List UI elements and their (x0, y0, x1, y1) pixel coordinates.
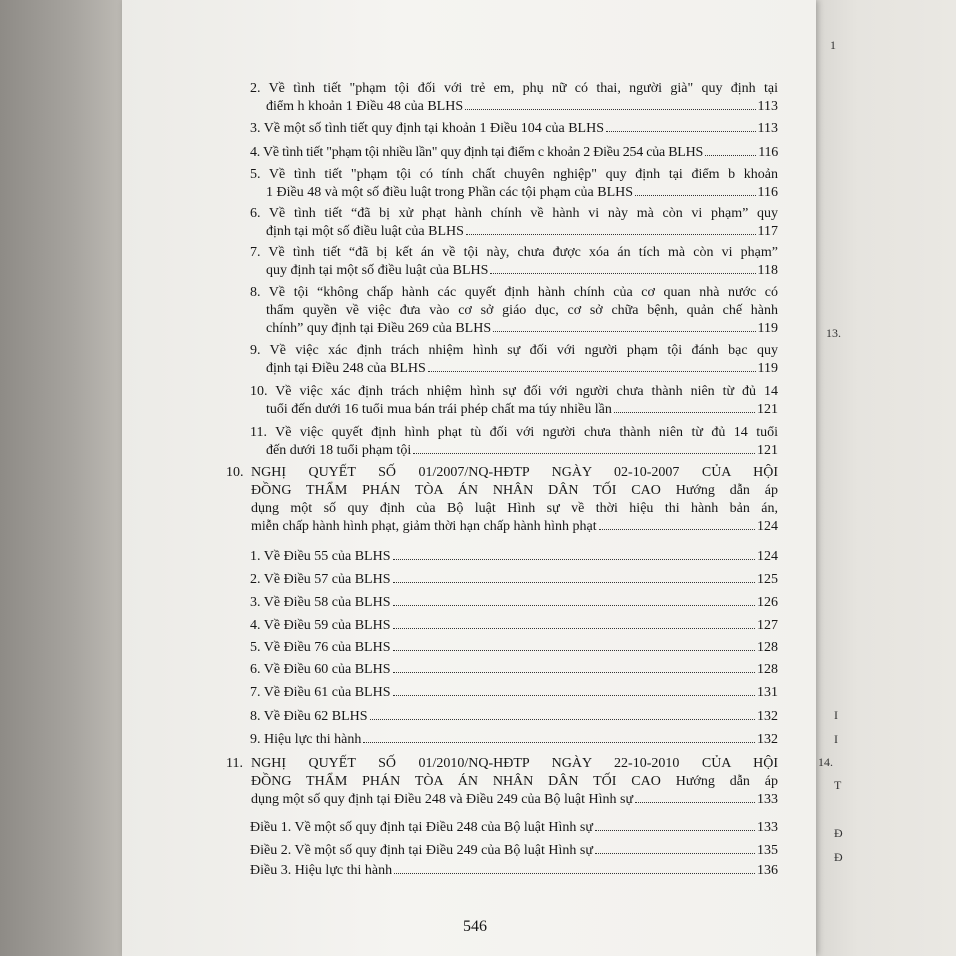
page-ref: 126 (757, 595, 778, 610)
section-heading-line: dụng một số quy định của Bộ luật Hình sự về thời hiệu thi hành bản án, (251, 501, 778, 516)
section-heading-line: ĐỒNG THẨM PHÁN TÒA ÁN NHÂN DÂN TỐI CAO Hướng dẫn áp (251, 483, 778, 498)
toc-line: 2. Về Điều 57 của BLHS (250, 572, 391, 587)
toc-line: 4. Về Điều 59 của BLHS (250, 618, 391, 633)
section-heading-line: miễn chấp hành hình phạt, giảm thời hạn chấp hành hình phạt (251, 519, 597, 534)
page-ref: 136 (757, 863, 778, 878)
toc-line: 9. Hiệu lực thi hành (250, 732, 362, 747)
edge-mark: Đ (834, 826, 843, 840)
toc-entry (250, 684, 778, 702)
page-ref: 124 (757, 519, 778, 534)
toc-line: 6. Về tình tiết “đã bị xử phạt hành chính về hành vi này mà còn vi phạm” quy (250, 206, 778, 221)
toc-entry (250, 120, 778, 138)
edge-mark: Đ (834, 850, 843, 864)
page-ref: 125 (757, 572, 778, 587)
section-heading-line: dụng một số quy định tại Điều 248 và Điều 249 của Bộ luật Hình sự (251, 792, 634, 807)
leader-dots (428, 371, 756, 372)
toc-line: tuổi đến dưới 16 tuổi mua bán trái phép chất ma túy nhiều lần (266, 402, 612, 417)
edge-mark: 13. (826, 326, 841, 340)
toc-entry (250, 424, 778, 460)
toc-entry (250, 284, 778, 338)
edge-mark: 14. (818, 755, 833, 769)
toc-entry (250, 166, 778, 202)
leader-dots (614, 412, 755, 413)
section-number: 10. (226, 465, 244, 480)
toc-entry (250, 205, 778, 241)
edge-mark: T (834, 778, 842, 792)
leader-dots (393, 605, 756, 606)
toc-line: 7. Về Điều 61 của BLHS (250, 685, 391, 700)
toc-line: 7. Về tình tiết “đã bị kết án về tội này, chưa được xóa án tích mà còn vi phạm” (250, 245, 778, 260)
edge-mark: I (834, 708, 838, 722)
toc-line: 10. Về việc xác định trách nhiệm hình sự đối với người chưa thành niên từ đủ 14 (250, 384, 778, 399)
section-heading-line (226, 464, 778, 482)
toc-entry (250, 80, 778, 116)
edge-mark: 1 (830, 38, 836, 52)
toc-line: 2. Về tình tiết "phạm tội đối với trẻ em, phụ nữ có thai, người già" quy định tại (250, 81, 778, 96)
toc-line: điểm h khoản 1 Điều 48 của BLHS (266, 99, 464, 114)
toc-entry (250, 342, 778, 378)
leader-dots (413, 453, 755, 454)
page-ref: 133 (757, 792, 778, 807)
toc-line: 11. Về việc quyết định hình phạt tù đối với người chưa thành niên từ đủ 14 tuổi (250, 425, 778, 440)
page-number: 546 (463, 918, 487, 935)
leader-dots (466, 234, 756, 235)
toc-line: 9. Về việc xác định trách nhiệm hình sự đối với người phạm tội đánh bạc quy (250, 343, 778, 358)
toc-line: 8. Về Điều 62 BLHS (250, 709, 368, 724)
toc-line: đến dưới 18 tuổi phạm tội (266, 443, 412, 458)
leader-dots (490, 273, 755, 274)
page-ref: 128 (757, 662, 778, 677)
toc-entry (250, 617, 778, 635)
toc-line: quy định tại một số điều luật của BLHS (266, 263, 489, 278)
section-heading-text: NGHỊ QUYẾT SỐ 01/2007/NQ-HĐTP NGÀY 02-10-2007 CỦA HỘI (251, 465, 778, 480)
toc-line: 5. Về tình tiết "phạm tội có tính chất chuyên nghiệp" quy định tại điểm b khoản (250, 167, 778, 182)
toc-entry (250, 594, 778, 612)
toc-entry (250, 639, 778, 657)
toc-section-10 (226, 464, 778, 536)
leader-dots (606, 131, 756, 132)
edge-mark: I (834, 732, 838, 746)
toc-line: Điều 2. Về một số quy định tại Điều 249 của Bộ luật Hình sự (250, 843, 593, 858)
toc-line: định tại Điều 248 của BLHS (266, 361, 426, 376)
toc-line: 3. Về Điều 58 của BLHS (250, 595, 391, 610)
leader-dots (493, 331, 755, 332)
page-ref: 135 (757, 843, 778, 858)
leader-dots (370, 719, 755, 720)
page-ref: 132 (757, 709, 778, 724)
leader-dots (595, 830, 755, 831)
toc-entry (250, 708, 778, 726)
toc-entry (250, 842, 778, 860)
page-ref: 113 (757, 99, 778, 114)
leader-dots (393, 672, 756, 673)
leader-dots (393, 582, 756, 583)
page-ref: 118 (757, 263, 778, 278)
toc-line: Điều 1. Về một số quy định tại Điều 248 của Bộ luật Hình sự (250, 820, 593, 835)
leader-dots (635, 802, 755, 803)
toc-line: 3. Về một số tình tiết quy định tại khoản 1 Điều 104 của BLHS (250, 121, 604, 136)
leader-dots (394, 873, 755, 874)
toc-entry (250, 819, 778, 837)
section-heading-line (226, 755, 778, 773)
toc-line: thẩm quyền về việc đưa vào cơ sở giáo dục, cơ sở chữa bệnh, quản chế hành (266, 303, 778, 318)
page-ref: 124 (757, 549, 778, 564)
leader-dots (705, 155, 756, 156)
leader-dots (599, 529, 755, 530)
toc-line: định tại một số điều luật của BLHS (266, 224, 464, 239)
page-ref: 127 (757, 618, 778, 633)
leader-dots (393, 650, 756, 651)
page-ref: 121 (757, 402, 778, 417)
page-ref: 121 (757, 443, 778, 458)
toc-entry (250, 244, 778, 280)
leader-dots (595, 853, 755, 854)
toc-entry (250, 571, 778, 589)
toc-entry (250, 862, 778, 880)
toc-line: 1 Điều 48 và một số điều luật trong Phần các tội phạm của BLHS (266, 185, 634, 200)
page-ref: 119 (757, 361, 778, 376)
toc-section-11 (226, 755, 778, 809)
leader-dots (393, 695, 756, 696)
toc-entry (250, 144, 778, 162)
toc-entry (250, 383, 778, 419)
leader-dots (363, 742, 755, 743)
page-ref: 113 (757, 121, 778, 136)
toc-line: 6. Về Điều 60 của BLHS (250, 662, 391, 677)
section-heading-text: NGHỊ QUYẾT SỐ 01/2010/NQ-HĐTP NGÀY 22-10-2010 CỦA HỘI (251, 756, 778, 771)
leader-dots (465, 109, 755, 110)
toc-line: 8. Về tội “không chấp hành các quyết định hành chính của cơ quan nhà nước có (250, 285, 778, 300)
page-ref: 133 (757, 820, 778, 835)
section-number: 11. (226, 756, 243, 771)
page-ref: 131 (757, 685, 778, 700)
leader-dots (393, 628, 756, 629)
toc-line: 1. Về Điều 55 của BLHS (250, 549, 391, 564)
toc-line: 4. Về tình tiết "phạm tội nhiều lần" quy định tại điểm c khoản 2 Điều 254 của BLHS (250, 145, 703, 160)
toc-line: 5. Về Điều 76 của BLHS (250, 640, 391, 655)
page-ref: 119 (757, 321, 778, 336)
toc-entry (250, 731, 778, 749)
toc-entry (250, 548, 778, 566)
page-ref: 116 (758, 145, 778, 160)
toc-entry (250, 661, 778, 679)
page-ref: 116 (757, 185, 778, 200)
page-ref: 128 (757, 640, 778, 655)
page-ref: 132 (757, 732, 778, 747)
toc-line: chính” quy định tại Điều 269 của BLHS (266, 321, 492, 336)
leader-dots (393, 559, 756, 560)
page-ref: 117 (757, 224, 778, 239)
section-heading-line: ĐỒNG THẨM PHÁN TÒA ÁN NHÂN DÂN TỐI CAO Hướng dẫn áp (251, 774, 778, 789)
leader-dots (635, 195, 755, 196)
toc-line: Điều 3. Hiệu lực thi hành (250, 863, 393, 878)
